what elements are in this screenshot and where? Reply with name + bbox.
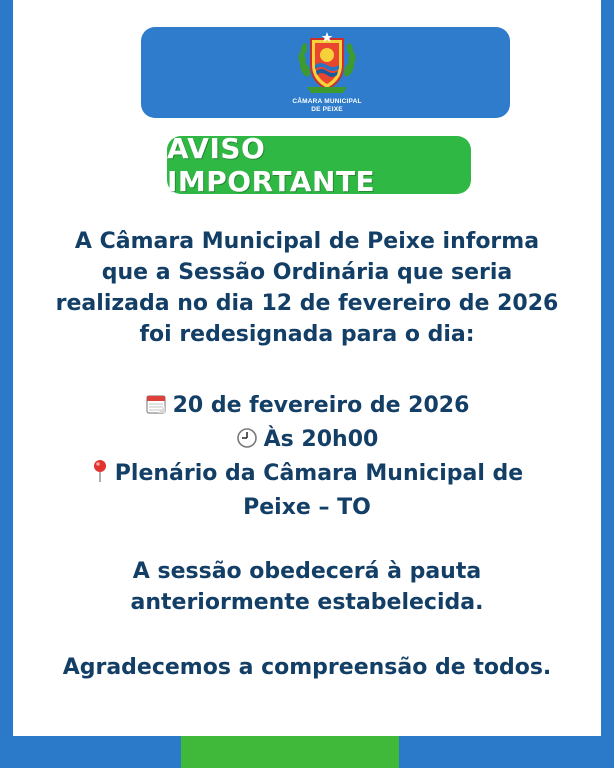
logo-line-1: CÂMARA MUNICIPAL <box>292 98 362 105</box>
place-line-2: Peixe – TO <box>243 495 371 520</box>
date-text: 20 de fevereiro de 2026 <box>172 393 470 418</box>
place-line-1 <box>13 458 601 492</box>
right-border <box>601 0 614 768</box>
intro-line-3: realizada no dia 12 de fevereiro de 2026 <box>55 291 559 316</box>
closing-paragraph <box>13 556 601 618</box>
pin-icon <box>91 459 109 492</box>
bottom-bar <box>0 736 614 768</box>
clock-icon <box>236 427 258 458</box>
thanks-text: Agradecemos a compreensão de todos. <box>62 655 552 680</box>
logo-line-2: DE PEIXE <box>311 106 343 113</box>
intro-line-1: A Câmara Municipal de Peixe informa <box>74 229 540 254</box>
aviso-importante-badge: AVISO IMPORTANTE <box>167 136 471 194</box>
camara-seal-icon <box>291 31 363 97</box>
intro-line-2: que a Sessão Ordinária que seria <box>101 260 513 285</box>
place-text-1: Plenário da Câmara Municipal de <box>114 461 524 486</box>
closing-line-2: anteriormente estabelecida. <box>130 590 484 615</box>
header-banner <box>141 27 510 118</box>
intro-line-4: foi redesignada para o dia: <box>139 322 475 347</box>
time-text: Às 20h00 <box>263 427 379 452</box>
bottom-bar-blue-left <box>0 736 181 768</box>
intro-paragraph <box>13 226 601 350</box>
time-line <box>13 424 601 458</box>
bottom-bar-green <box>181 736 399 768</box>
calendar-icon <box>145 393 167 424</box>
bottom-bar-blue-right <box>399 736 614 768</box>
date-line <box>13 390 601 424</box>
closing-line-1: A sessão obedecerá à pauta <box>132 559 482 584</box>
camara-logo <box>291 31 363 115</box>
session-details <box>13 390 601 523</box>
left-border <box>0 0 13 768</box>
